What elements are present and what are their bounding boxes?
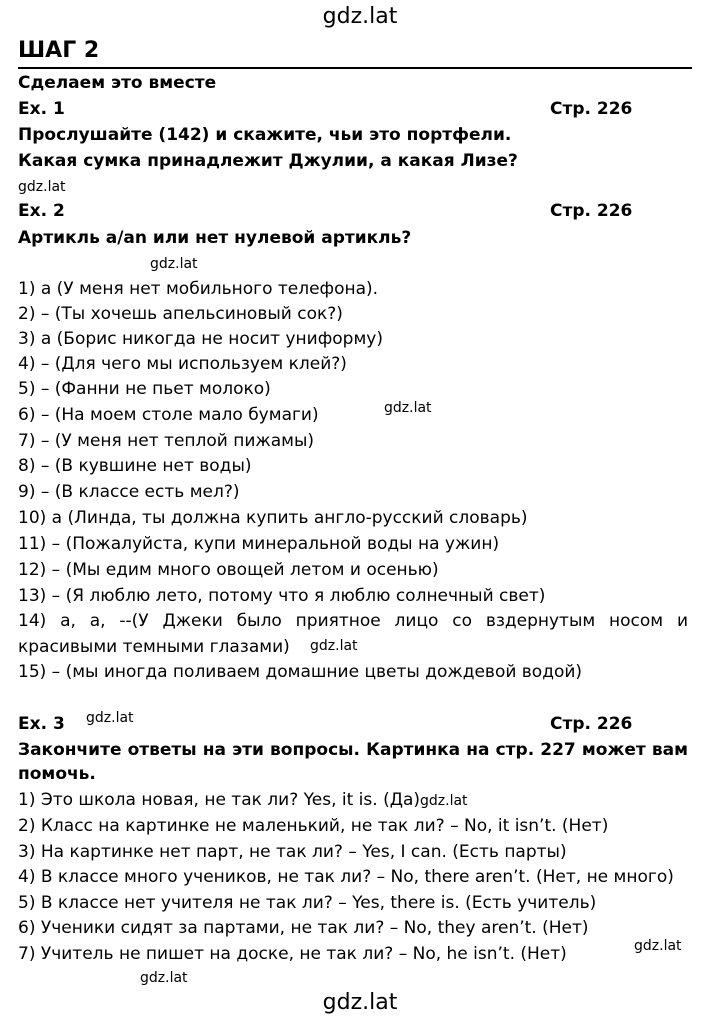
ex3-page-ref: Стр. 226 xyxy=(550,714,633,734)
ex3-task-line2: помочь. xyxy=(18,764,96,784)
watermark: gdz.lat xyxy=(384,400,432,416)
watermark: gdz.lat xyxy=(310,638,358,654)
ex2-item: 7) – (У меня нет теплой пижамы) xyxy=(18,431,315,451)
ex1-task-line2: Какая сумка принадлежит Джулии, а какая Лизе? xyxy=(18,151,518,171)
step-title: ШАГ 2 xyxy=(18,38,100,63)
watermark: gdz.lat xyxy=(18,179,66,195)
ex2-label: Ex. 2 xyxy=(18,201,65,221)
ex3-item: 3) На картинке нет парт, не так ли? – Yes, I can. (Есть парты) xyxy=(18,842,567,862)
ex3-item: 7) Учитель не пишет на доске, не так ли? – No, he isn’t. (Нет) xyxy=(18,944,567,964)
ex2-item: 1) a (У меня нет мобильного телефона). xyxy=(18,279,379,299)
ex1-page-ref: Стр. 226 xyxy=(550,99,633,119)
ex2-item: 11) – (Пожалуйста, купи минеральной воды на ужин) xyxy=(18,534,500,554)
ex2-item: 13) – (Я люблю лето, потому что я люблю солнечный свет) xyxy=(18,586,546,606)
ex3-item: 5) В классе нет учителя не так ли? – Yes, there is. (Есть учитель) xyxy=(18,893,597,913)
ex3-item: 2) Класс на картинке не маленький, не так ли? – No, it isn’t. (Нет) xyxy=(18,816,609,836)
section-subtitle: Сделаем это вместе xyxy=(18,73,217,93)
ex2-item: 4) – (Для чего мы используем клей?) xyxy=(18,354,347,374)
ex2-item: 8) – (В кувшине нет воды) xyxy=(18,456,252,476)
ex2-page-ref: Стр. 226 xyxy=(550,201,633,221)
watermark: gdz.lat xyxy=(150,256,198,272)
ex2-item: 12) – (Мы едим много овощей летом и осенью) xyxy=(18,560,439,580)
watermark: gdz.lat xyxy=(86,710,134,726)
ex2-item-14-line2: красивыми темными глазами) xyxy=(18,637,290,657)
site-footer: gdz.lat xyxy=(322,990,398,1015)
ex2-task: Артикль a/an или нет нулевой артикль? xyxy=(18,228,412,248)
ex3-task-line1: Закончите ответы на эти вопросы. Картинка на стр. 227 может вам xyxy=(18,740,688,760)
ex2-item: 6) – (На моем столе мало бумаги) xyxy=(18,405,319,425)
ex1-task-line1: Прослушайте (142) и скажите, чьи это портфели. xyxy=(18,125,512,145)
watermark: gdz.lat xyxy=(634,938,682,954)
ex2-item: 3) a (Борис никогда не носит униформу) xyxy=(18,329,383,349)
ex2-item: 5) – (Фанни не пьет молоко) xyxy=(18,379,271,399)
title-divider xyxy=(18,67,692,69)
ex2-item: 2) – (Ты хочешь апельсиновый сок?) xyxy=(18,304,343,324)
ex2-item-15: 15) – (мы иногда поливаем домашние цветы дождевой водой) xyxy=(18,662,583,682)
ex2-item-14 xyxy=(18,609,688,634)
ex2-item: 9) – (В классе есть мел?) xyxy=(18,482,240,502)
watermark: gdz.lat xyxy=(140,970,188,986)
ex3-item: 4) В классе много учеников, не так ли? – No, there aren’t. (Нет, не много) xyxy=(18,867,674,887)
ex3-item: 6) Ученики сидят за партами, не так ли? – No, they aren’t. (Нет) xyxy=(18,918,589,938)
ex2-item: 10) a (Линда, ты должна купить англо-русский словарь) xyxy=(18,508,528,528)
ex3-label: Ex. 3 xyxy=(18,714,65,734)
site-header: gdz.lat xyxy=(322,4,398,29)
ex2-item-14-line1: 14) a, a, --(У Джеки было приятное лицо со вздернутым носом и xyxy=(18,611,688,631)
ex3-item: 1) Это школа новая, не так ли? Yes, it is. (Да) xyxy=(18,790,421,810)
watermark: gdz.lat xyxy=(420,793,468,809)
ex1-label: Ex. 1 xyxy=(18,99,65,119)
ex3-task xyxy=(18,738,688,763)
